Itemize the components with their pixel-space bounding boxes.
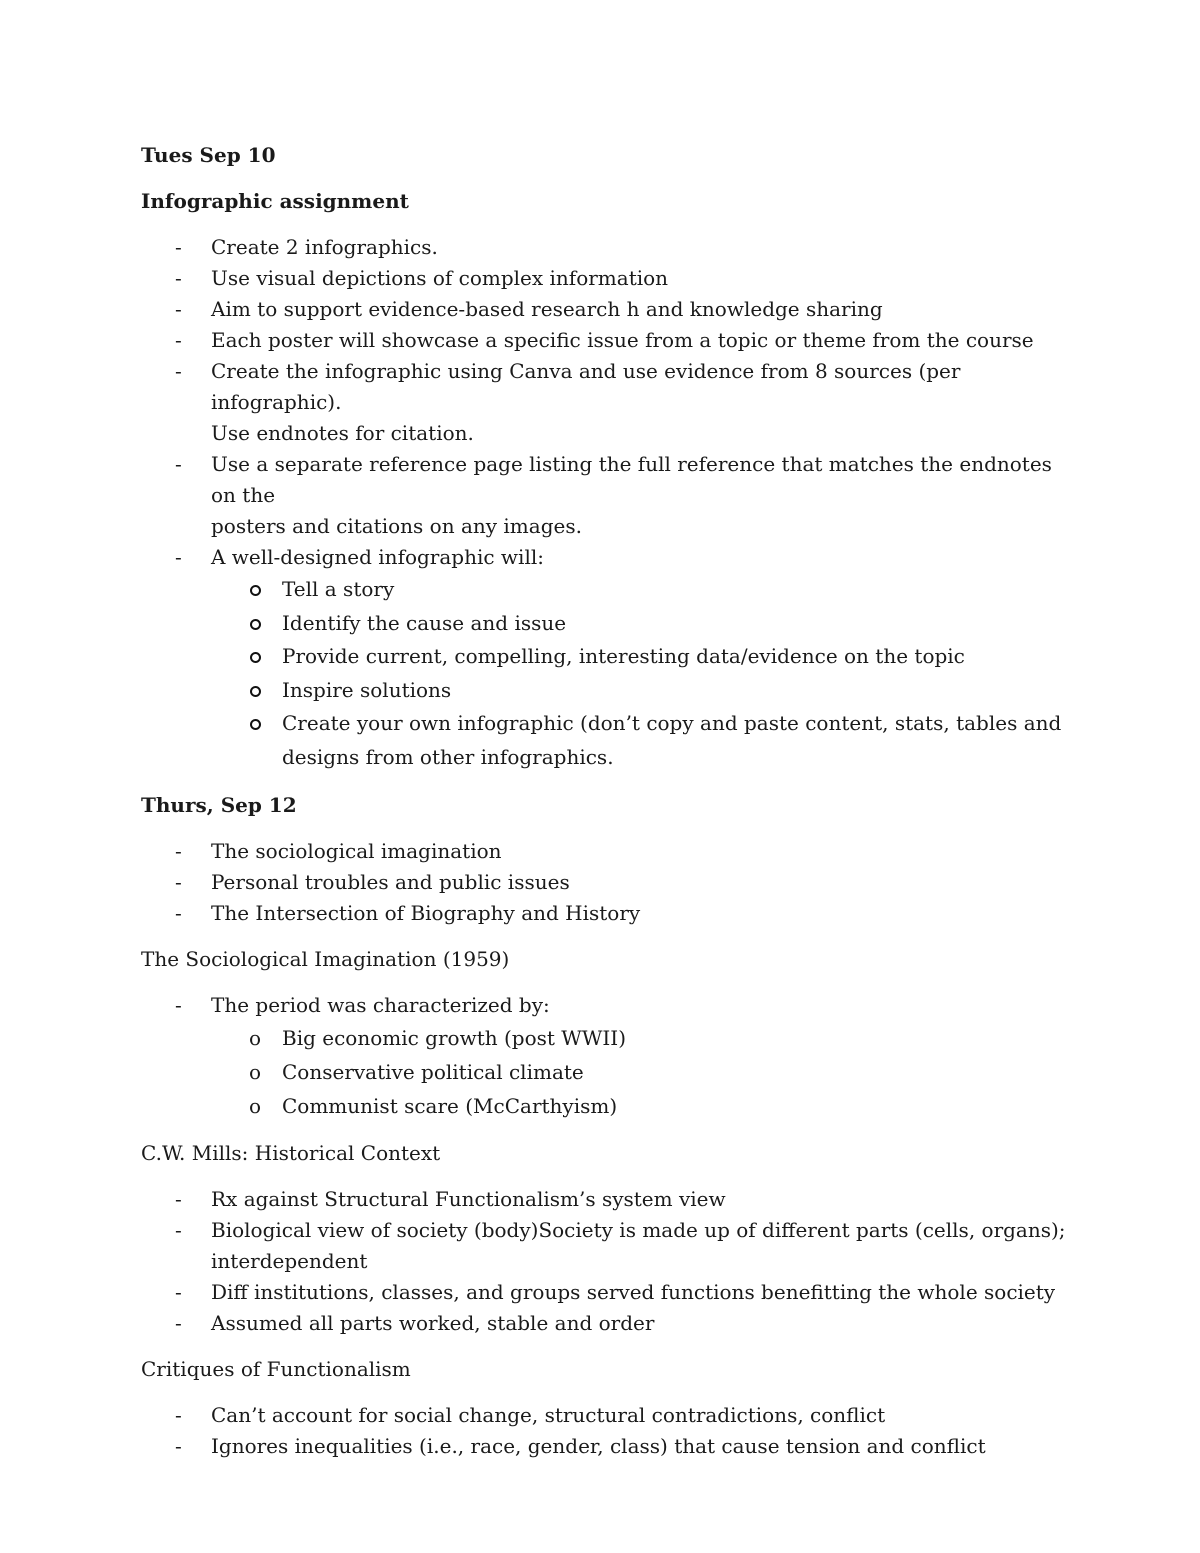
dash-bullet: - xyxy=(175,1403,182,1427)
list-item-text: Use a separate reference page listing the full reference that matches the endnotes on the xyxy=(211,452,1052,507)
o-bullet: o xyxy=(249,1060,262,1084)
list-item xyxy=(141,542,1081,573)
list-item xyxy=(141,898,1081,929)
list-item xyxy=(141,836,1081,867)
dash-bullet: - xyxy=(175,297,182,321)
sub-list-item xyxy=(141,1089,1081,1123)
list-item-text: Assumed all parts worked, stable and order xyxy=(211,1311,655,1335)
list-item-text: Biological view of society (body)Society is made up of different parts (cells, organs); xyxy=(211,1218,1066,1242)
mills-list xyxy=(141,1184,1081,1339)
infographic-list xyxy=(141,232,1081,573)
thurs-topics-list xyxy=(141,836,1081,929)
circle-bullet-icon xyxy=(250,686,261,697)
list-item-text: Rx against Structural Functionalism’s system view xyxy=(211,1187,726,1211)
sub-list-item xyxy=(141,674,1081,708)
dash-bullet: - xyxy=(175,1218,182,1242)
list-item-text-continued: interdependent xyxy=(211,1249,368,1273)
dash-bullet: - xyxy=(175,359,182,383)
sub-list-item-text: Tell a story xyxy=(282,577,395,601)
section-title-infographic: Infographic assignment xyxy=(141,189,409,213)
o-bullet: o xyxy=(249,1026,262,1050)
list-item xyxy=(141,1400,1081,1431)
list-item-text-continued: posters and citations on any images. xyxy=(211,514,582,538)
dash-bullet: - xyxy=(175,1280,182,1304)
list-item-text: The period was characterized by: xyxy=(211,993,550,1017)
list-item-text: Aim to support evidence-based research h and knowledge sharing xyxy=(211,297,883,321)
date-heading-thurs: Thurs, Sep 12 xyxy=(141,793,297,817)
section-title-mills: C.W. Mills: Historical Context xyxy=(141,1141,441,1165)
sub-list-item-text: Create your own infographic (don’t copy and paste content, stats, tables and xyxy=(282,711,1062,735)
sub-list-item xyxy=(141,640,1081,674)
circle-bullet-icon xyxy=(250,585,261,596)
dash-bullet: - xyxy=(175,1311,182,1335)
list-item xyxy=(141,1308,1081,1339)
dash-bullet: - xyxy=(175,993,182,1017)
sub-list-item xyxy=(141,1055,1081,1089)
dash-bullet: - xyxy=(175,452,182,476)
list-item-text: Each poster will showcase a specific issue from a topic or theme from the course xyxy=(211,328,1034,352)
sub-list-item xyxy=(141,573,1081,607)
critiques-list xyxy=(141,1400,1081,1462)
circle-bullet-icon xyxy=(250,652,261,663)
document-body xyxy=(141,140,1081,1462)
date-heading-tues: Tues Sep 10 xyxy=(141,143,276,167)
sub-list-item xyxy=(141,707,1081,774)
dash-bullet: - xyxy=(175,545,182,569)
list-item xyxy=(141,356,1081,449)
dash-bullet: - xyxy=(175,839,182,863)
sub-list-item-text: Communist scare (McCarthyism) xyxy=(282,1094,618,1118)
section-title-critiques: Critiques of Functionalism xyxy=(141,1357,411,1381)
list-item-text: The sociological imagination xyxy=(211,839,502,863)
list-item xyxy=(141,449,1081,542)
section-title-imagination: The Sociological Imagination (1959) xyxy=(141,947,510,971)
sub-list-item-text: Provide current, compelling, interesting data/evidence on the topic xyxy=(282,644,965,668)
list-item-text: Create 2 infographics. xyxy=(211,235,438,259)
sub-list-item xyxy=(141,1021,1081,1055)
imagination-list xyxy=(141,990,1081,1021)
sub-list-item-text: Identify the cause and issue xyxy=(282,610,567,635)
list-item-text: Ignores inequalities (i.e., race, gender, class) that cause tension and conflict xyxy=(211,1434,986,1458)
sub-list-item-text-continued: designs from other infographics. xyxy=(282,744,614,769)
dash-bullet: - xyxy=(175,1434,182,1458)
list-item xyxy=(141,1277,1081,1308)
list-item xyxy=(141,325,1081,356)
circle-bullet-icon xyxy=(250,619,261,630)
dash-bullet: - xyxy=(175,235,182,259)
list-item xyxy=(141,990,1081,1021)
list-item xyxy=(141,232,1081,263)
dash-bullet: - xyxy=(175,901,182,925)
list-item xyxy=(141,294,1081,325)
list-item-text: The Intersection of Biography and History xyxy=(211,901,641,925)
list-item xyxy=(141,263,1081,294)
list-item xyxy=(141,1431,1081,1462)
sub-list-item xyxy=(141,607,1081,641)
list-item-text: Personal troubles and public issues xyxy=(211,870,570,894)
sub-list-item-text: Inspire solutions xyxy=(282,677,452,702)
dash-bullet: - xyxy=(175,266,182,290)
list-item xyxy=(141,867,1081,898)
list-item-text: Diff institutions, classes, and groups served functions benefitting the whole society xyxy=(211,1280,1056,1304)
o-bullet: o xyxy=(249,1094,262,1118)
list-item-text-continued: Use endnotes for citation. xyxy=(211,421,474,445)
sub-list-item-text: Conservative political climate xyxy=(282,1060,584,1084)
circle-bullet-icon xyxy=(250,719,261,730)
list-item-text: Create the infographic using Canva and use evidence from 8 sources (per infographic). xyxy=(211,359,961,414)
sub-list-item-text: Big economic growth (post WWII) xyxy=(282,1026,626,1050)
list-item-text: A well-designed infographic will: xyxy=(211,545,544,569)
dash-bullet: - xyxy=(175,870,182,894)
list-item-text: Use visual depictions of complex information xyxy=(211,266,669,290)
infographic-qualities-list xyxy=(141,573,1081,774)
dash-bullet: - xyxy=(175,1187,182,1211)
dash-bullet: - xyxy=(175,328,182,352)
list-item xyxy=(141,1215,1081,1277)
list-item xyxy=(141,1184,1081,1215)
period-characteristics-list xyxy=(141,1021,1081,1123)
list-item-text: Can’t account for social change, structural contradictions, conflict xyxy=(211,1403,886,1427)
